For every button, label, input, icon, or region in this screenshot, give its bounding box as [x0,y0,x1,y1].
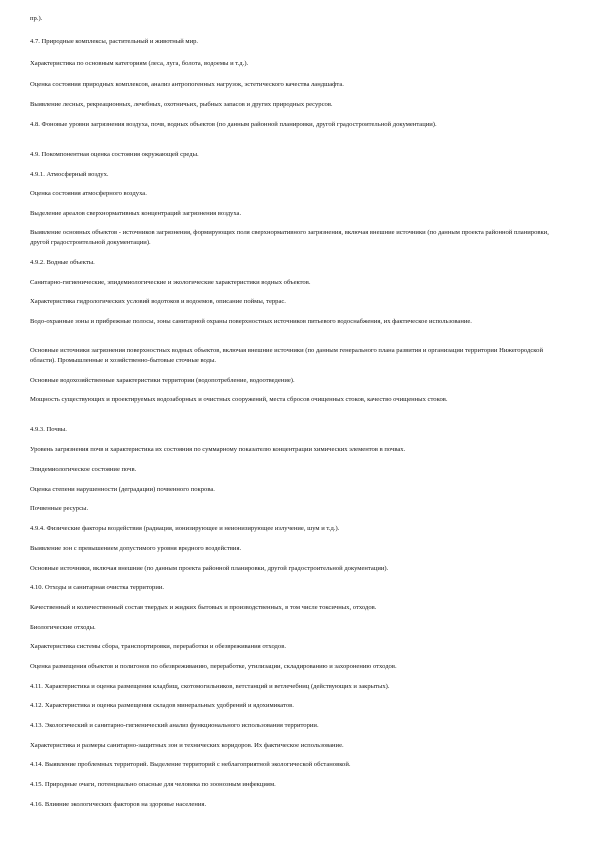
paragraph: Основные источники загрязнения поверхностных водных объектов, включая внешние источники (по данным генерального плана развития и организации территории Нижегородской области). Промышленные и хозяйственно-бытовые сточные воды. [30,347,543,364]
paragraph: Выделение ареалов сверхнормативных концентраций загрязнения воздуха. [30,210,242,217]
section-heading-4-16: 4.16. Влияние экологических факторов на здоровье населения. [30,801,207,808]
section-heading-4-11: 4.11. Характеристика и оценка размещения кладбищ, скотомогильников, ветстанций и ветлечебниц (действующих и закрытых). [30,683,390,690]
section-heading-4-14: 4.14. Выявление проблемных территорий. Выделение территорий с неблагоприятной экологической обстановкой. [30,761,351,768]
paragraph: пр.). [30,15,43,22]
paragraph: Выявление лесных, рекреационных, лечебных, охотничьих, рыбных запасов и других природных ресурсов. [30,101,333,108]
section-heading-4-9-3: 4.9.3. Почвы. [30,426,67,433]
paragraph: Водо-охранные зоны и прибрежные полосы, зоны санитарной охраны поверхностных источников питьевого водоснабжения, их фактическое использование. [30,318,472,325]
paragraph: Оценка степени нарушенности (деградации) почвенного покрова. [30,486,215,493]
paragraph: Оценка состояния природных комплексов, анализ антропогенных нагрузок, эстетического качества ландшафта. [30,81,344,88]
paragraph: Оценка размещения объектов и полигонов по обезвреживанию, переработке, утилизации, складированию и захоронению отходов. [30,663,397,670]
paragraph: Качественный и количественный состав твердых и жидких бытовых и производственных, в том числе токсичных, отходов. [30,604,377,611]
section-heading-4-10: 4.10. Отходы и санитарная очистка территории. [30,584,165,591]
paragraph: Оценка состояния атмосферного воздуха. [30,190,147,197]
paragraph: Мощность существующих и проектируемых водозаборных и очистных сооружений, места сбросов очищенных стоков, качество очищенных стоков. [30,396,448,403]
section-heading-4-15: 4.15. Природные очаги, потенциально опасные для человека по зоонозным инфекциям. [30,781,276,788]
paragraph: Выявление зон с превышением допустимого уровня вредного воздействия. [30,545,242,552]
paragraph: Основные водохозяйственные характеристики территории (водопотребление, водоотведение). [30,377,295,384]
section-heading-4-9-1: 4.9.1. Атмосферный воздух. [30,171,109,178]
section-heading-4-7: 4.7. Природные комплексы, растительный и животный мир. [30,38,199,45]
paragraph: Санитарно-гигиенические, эпидемиологические и экологические характеристики водных объектов. [30,279,311,286]
paragraph: Биологические отходы. [30,624,96,631]
section-heading-4-8: 4.8. Фоновые уровни загрязнения воздуха, почв, водных объектов (по данным районной планировки, другой градостроительной документации). [30,121,437,128]
section-heading-4-9-2: 4.9.2. Водные объекты. [30,259,95,266]
paragraph: Почвенные ресурсы. [30,505,89,512]
paragraph: Основные источники, включая внешние (по данным проекта районной планировки, другой градостроительной документации). [30,565,389,572]
section-heading-4-9-4: 4.9.4. Физические факторы воздействия (радиация, ионизирующее и неионизирующее излучение, шум и т.д.). [30,525,340,532]
paragraph: Характеристика и размеры санитарно-защитных зон и технических коридоров. Их фактическое использование. [30,742,344,749]
paragraph: Характеристика по основным категориям (леса, луга, болота, водоемы и т.д.). [30,60,249,67]
paragraph: Уровень загрязнения почв и характеристика их состояния по суммарному показателю концентрации химических элементов в почвах. [30,446,406,453]
section-heading-4-9: 4.9. Покомпонентная оценка состояния окружающей среды. [30,151,199,158]
paragraph: Характеристика системы сбора, транспортировки, переработки и обезвреживания отходов. [30,643,286,650]
paragraph: Выявление основных объектов - источников загрязнения, формирующих поля сверхнормативного загрязнения, включая внешние источники (по данным проекта районной планировки, другой градостроительной документации). [30,229,549,246]
section-heading-4-13: 4.13. Экологический и санитарно-гигиенический анализ функционального использования территории. [30,722,319,729]
paragraph: Эпидемиологическое состояние почв. [30,466,137,473]
paragraph: Характеристика гидрологических условий водотоков и водоемов, описание поймы, террас. [30,298,286,305]
section-heading-4-12: 4.12. Характеристика и оценка размещения складов минеральных удобрений и ядохимикатов. [30,702,294,709]
